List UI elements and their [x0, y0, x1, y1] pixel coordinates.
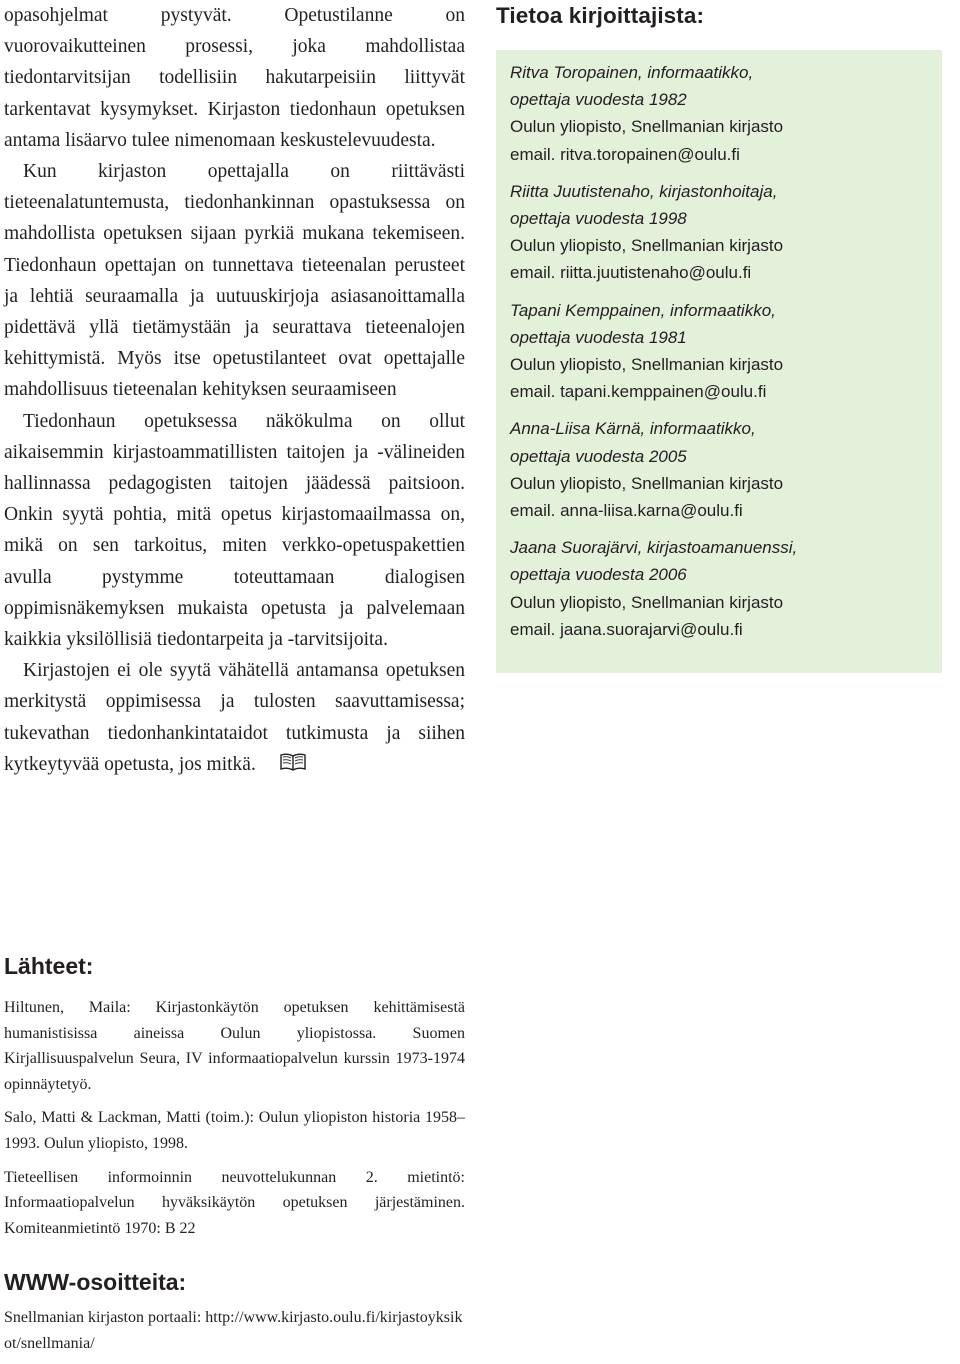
main-article-column — [4, 0, 465, 780]
authors-heading: Tietoa kirjoittajista: — [496, 3, 705, 28]
references-section — [4, 952, 465, 1249]
author-organization: Oulun yliopisto, Snellmanian kirjasto — [510, 592, 784, 612]
article-body — [4, 0, 465, 780]
author-email[interactable]: email. ritva.toropainen@oulu.fi — [510, 144, 740, 164]
references-heading: Lähteet: — [4, 953, 94, 979]
author-entry — [510, 297, 942, 406]
author-teacher-since: opettaja vuodesta 2006 — [510, 565, 687, 585]
author-name-role: Jaana Suorajärvi, kirjastoamanuenssi, — [510, 538, 798, 558]
open-book-icon — [260, 751, 288, 771]
author-organization: Oulun yliopisto, Snellmanian kirjasto — [510, 355, 784, 375]
author-email[interactable]: email. riitta.juutistenaho@oulu.fi — [510, 263, 752, 283]
authors-column — [496, 0, 956, 673]
reference-item: Tieteellisen informoinnin neuvottelukunnan 2. mietintö: Informaatiopalvelun hyväksikäytön opetuksen järjestäminen. Komiteanmietintö 1970: B 22 — [4, 1168, 465, 1237]
author-teacher-since: opettaja vuodesta 2005 — [510, 446, 687, 466]
author-entry — [510, 59, 942, 168]
reference-item: Hiltunen, Maila: Kirjastonkäytön opetuksen kehittämisestä humanistisissa aineissa Oulun yliopistossa. Suomen Kirjallisuuspalvelun Seura, IV informaatiopalvelun kurssin 1973-1974 opinnäytetyö. — [4, 999, 465, 1093]
author-email[interactable]: email. anna-liisa.karna@oulu.fi — [510, 501, 743, 521]
author-entry — [510, 178, 942, 287]
paragraph-4-text: Kirjastojen ei ole syytä vähätellä antamansa opetuksen merkitystä oppimisessa ja tulosten saavuttamisessa; tukevathan tiedonhankintataidot tutkimusta ja siihen kytkeytyvää opetusta, jos mitkä. — [4, 660, 465, 775]
author-name-role: Riitta Juutistenaho, kirjastonhoitaja, — [510, 181, 778, 201]
www-section — [4, 1268, 465, 1364]
paragraph-4 — [4, 655, 465, 780]
paragraph-1: opasohjelmat pystyvät. Opetustilanne on vuorovaikutteinen prosessi, joka mahdollistaa tiedontarvitsijan todellisiin hakutarpeisiin liittyvät tarkentavat kysymykset. Kirjaston tiedonhaun opetuksen antama lisäarvo tulee nimenomaan keskustelevuudesta. — [4, 5, 465, 151]
author-organization: Oulun yliopisto, Snellmanian kirjasto — [510, 117, 784, 137]
authors-box — [496, 50, 942, 673]
author-name-role: Tapani Kemppainen, informaatikko, — [510, 300, 776, 320]
author-teacher-since: opettaja vuodesta 1998 — [510, 209, 687, 229]
www-link-item[interactable]: Snellmanian kirjaston portaali: http://www.kirjasto.oulu.fi/kirjastoyksikot/snellmania/ — [4, 1309, 463, 1352]
author-email[interactable]: email. tapani.kemppainen@oulu.fi — [510, 382, 767, 402]
www-heading: WWW-osoitteita: — [4, 1269, 187, 1295]
author-organization: Oulun yliopisto, Snellmanian kirjasto — [510, 236, 784, 256]
paragraph-3: Tiedonhaun opetuksessa näkökulma on ollut aikaisemmin kirjastoammatillisten taitojen ja -välineiden hallinnassa pedagogisten taitojen jäädessä paitsioon. Onkin syytä pohtia, mitä opetus kirjastomaailmassa on, mikä on sen tarkoitus, miten verkko-opetuspakettien avulla pystymme toteuttamaan dialogisen oppimisnäkemyksen mukaista opetusta ja palvelemaan kaikkia yksilöllisiä tiedontarpeita ja -tarvitsijoita. — [4, 410, 465, 651]
author-organization: Oulun yliopisto, Snellmanian kirjasto — [510, 473, 784, 493]
author-name-role: Ritva Toropainen, informaatikko, — [510, 63, 754, 82]
author-teacher-since: opettaja vuodesta 1981 — [510, 327, 687, 347]
author-teacher-since: opettaja vuodesta 1982 — [510, 90, 687, 110]
paragraph-2: Kun kirjaston opettajalla on riittävästi tieteenalatuntemusta, tiedonhankinnan opastuksessa on mahdollista opetuksen sijaan pyrkiä mukana tekemiseen. Tiedonhaun opettajan on tunnettava tieteenalan perusteet ja lehtiä seuraamalla ja uutuuskirjoja asiasanoittamalla pidettävä yllä tietämystään ja seurattava tieteenalojen kehittymistä. Myös itse opetustilanteet ovat opettajalle mahdollisuus tieteenalan kehityksen seuraamiseen — [4, 161, 465, 401]
author-entry — [510, 534, 942, 643]
author-entry — [510, 415, 942, 524]
reference-item: Salo, Matti & Lackman, Matti (toim.): Oulun yliopiston historia 1958–1993. Oulun yliopisto, 1998. — [4, 1109, 465, 1152]
author-name-role: Anna-Liisa Kärnä, informaatikko, — [510, 419, 756, 439]
author-email[interactable]: email. jaana.suorajarvi@oulu.fi — [510, 619, 743, 639]
